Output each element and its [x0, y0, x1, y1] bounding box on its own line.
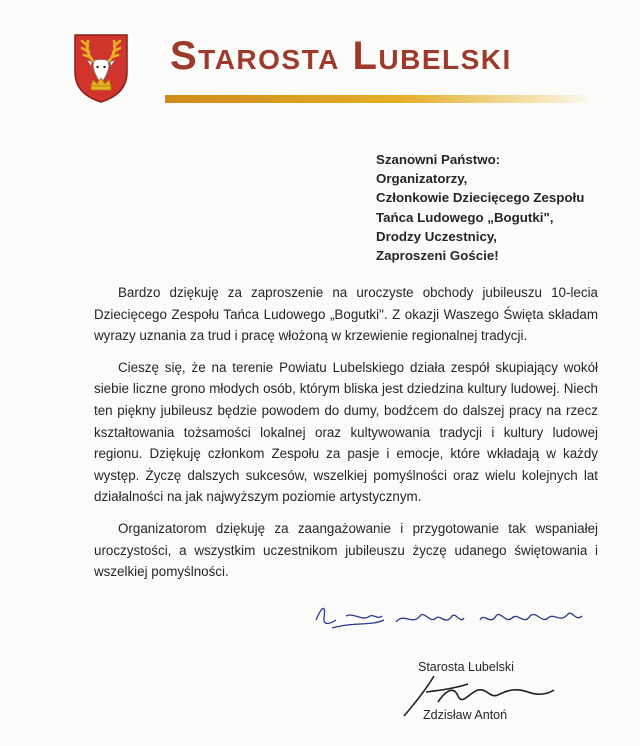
salutation-line: Drodzy Uczestnicy,	[376, 228, 497, 244]
signatory-name: Zdzisław Antoń	[423, 708, 508, 722]
salutation-line: Szanowni Państwo:	[376, 152, 501, 167]
salutation-block	[376, 150, 626, 265]
body-paragraph: Bardzo dziękuję za zaproszenie na uroczyste obchody jubileuszu 10-lecia Dziecięcego Zespołu Tańca Ludowego „Bogutki". Z okazji Waszego Święta składam wyrazy uznania za trud i pracę włożoną w krzewienie regionalnej tradycji.	[94, 285, 598, 344]
salutation-line: Członkowie Dziecięcego Zespołu	[376, 190, 585, 206]
body-paragraph: Cieszę się, że na terenie Powiatu Lubelskiego działa zespół skupiający wokół siebie liczne grono młodych osób, którym bliska jest dziedzina kultury ludowej. Niech ten piękny jubileusz będzie powodem do dumy, bodźcem do dalszej pracy na rzecz kształtowania tożsamości lokalnej oraz kultywowania tradycji i kultury ludowej regionu. Dziękuję członkom Zespołu za pasje i emocje, które wkładają w każdy występ. Życzę dalszych sukcesów, wszelkiej pomyślności oraz wielu kolejnych lat działalności na jak najwyższym poziomie artystycznym.	[94, 359, 598, 505]
letterhead-title: Starosta Lubelski	[170, 34, 512, 78]
salutation-line: Tańca Ludowego „Bogutki",	[376, 209, 554, 225]
letterhead-divider	[165, 95, 595, 103]
handwritten-closing	[312, 598, 592, 638]
body-paragraph: Organizatorom dziękuję za zaangażowanie i przygotowanie tak wspaniałej uroczystości, a wszystkim uczestnikom jubileuszu życzę udanego świętowania i wszelkiej pomyślności.	[94, 520, 598, 580]
letter-body	[94, 282, 598, 593]
coat-of-arms-icon	[72, 32, 130, 104]
salutation-line: Zaproszeni Goście!	[376, 248, 499, 264]
salutation-line: Organizatorzy,	[376, 171, 468, 187]
signatory-title: Starosta Lubelski	[418, 660, 514, 674]
